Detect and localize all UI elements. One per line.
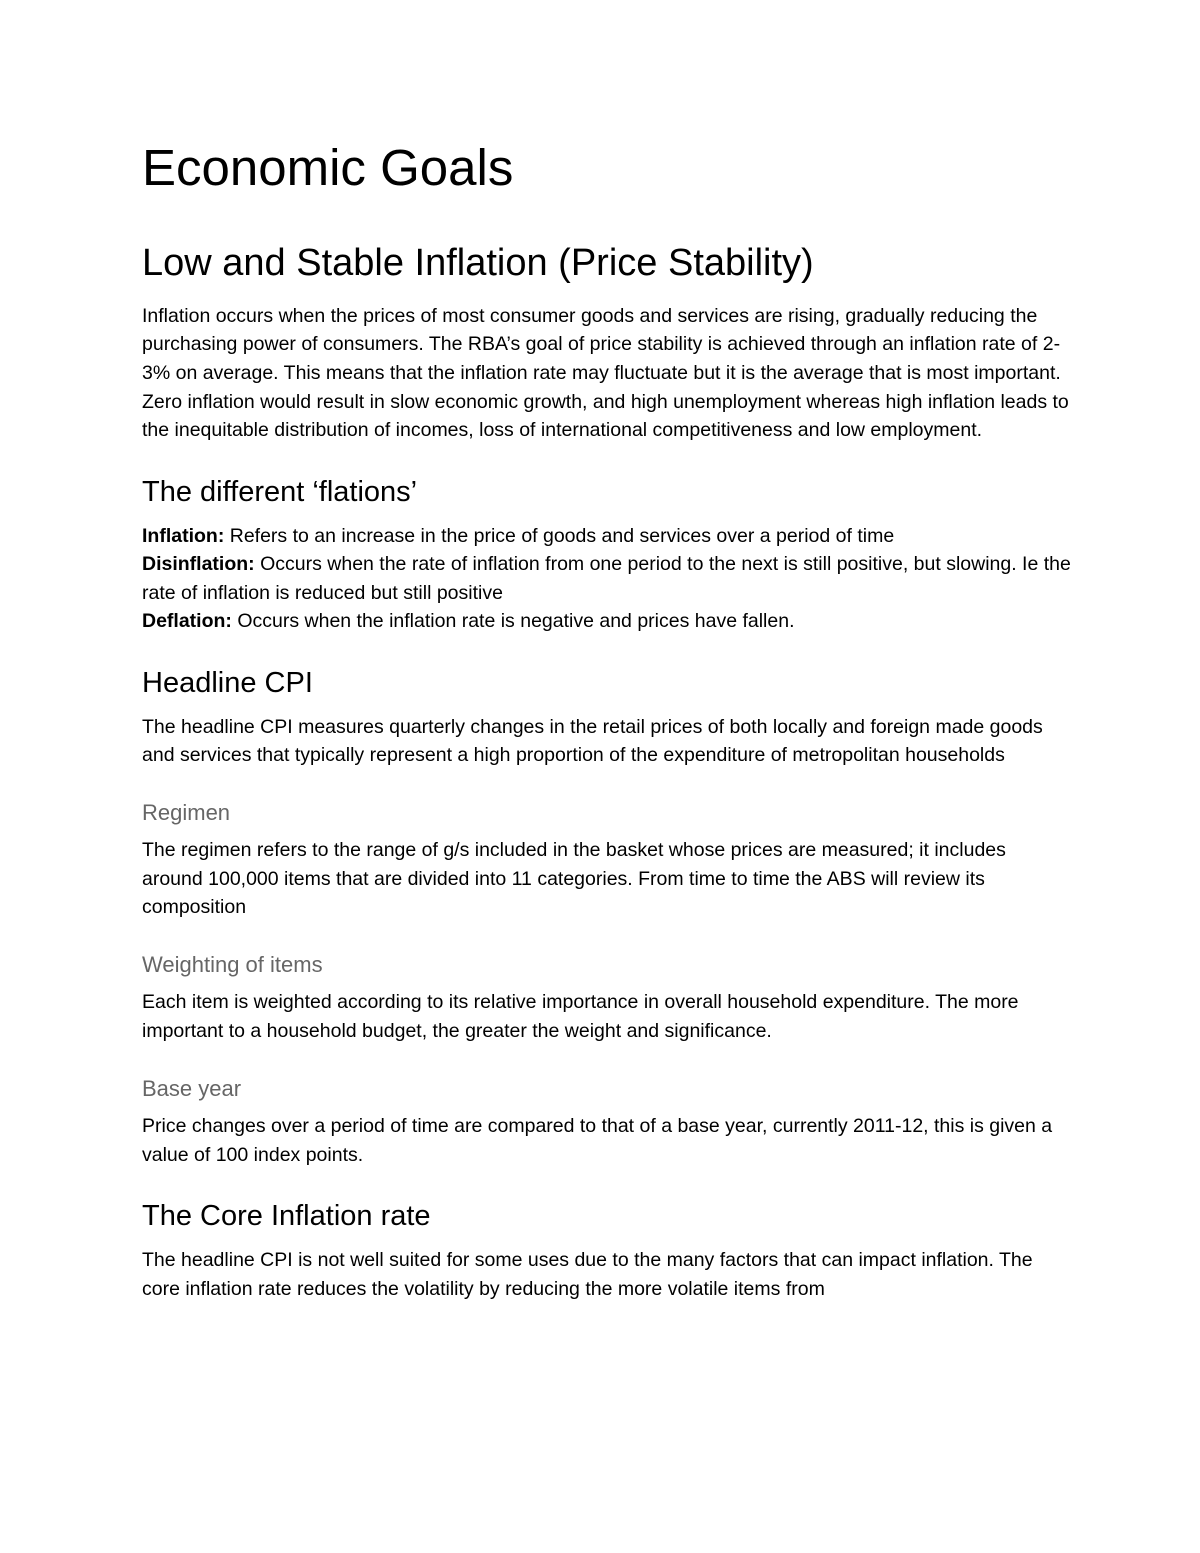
subsection-body-weighting: Each item is weighted according to its relative importance in overall household expenditure. The more important to a household budget, the greater the weight and significance. (142, 991, 1019, 1043)
section-body-price-stability: Inflation occurs when the prices of most consumer goods and services are rising, gradually reducing the purchasing power of consumers. The RBA’s goal of price stability is achieved through an inflation rate of 2-3% on average. This means that the inflation rate may fluctuate but it is the average that is most important. Zero inflation would result in slow economic growth, and high unemployment whereas high inflation leads to the inequitable distribution of incomes, loss of international competitiveness and low employment. (142, 304, 1069, 442)
section-heading-price-stability: Low and Stable Inflation (Price Stability) (142, 242, 814, 285)
definition-term: Disinflation: (142, 553, 255, 576)
document-title: Economic Goals (142, 139, 514, 196)
section-body-core-inflation: The headline CPI is not well suited for some uses due to the many factors that can impact inflation. The core inflation rate reduces the volatility by reducing the more volatile items from (142, 1249, 1033, 1300)
subsection-body-base-year: Price changes over a period of time are compared to that of a base year, currently 2011-12, this is given a value of 100 index points. (142, 1115, 1053, 1166)
section-body-headline-cpi: The headline CPI measures quarterly changes in the retail prices of both locally and foreign made goods and services that typically represent a high proportion of the expenditure of metropolitan households (142, 715, 1043, 767)
subsection-heading-regimen: Regimen (142, 799, 231, 825)
definition-text: Refers to an increase in the price of goods and services over a period of time (224, 524, 895, 547)
definition-text: Occurs when the rate of inflation from one period to the next is still positive, but slowing. Ie the rate of inflation is reduced but still positive (142, 553, 1071, 604)
section-heading-headline-cpi: Headline CPI (142, 666, 313, 699)
section-heading-flations: The different ‘flations’ (142, 475, 418, 508)
definition-term: Inflation: (142, 524, 225, 547)
section-heading-core-inflation: The Core Inflation rate (142, 1200, 431, 1233)
subsection-heading-weighting: Weighting of items (142, 952, 323, 978)
subsection-body-regimen: The regimen refers to the range of g/s included in the basket whose prices are measured; it includes around 100,000 items that are divided into 11 categories. From time to time the ABS will review its composition (142, 839, 1006, 919)
document-content (142, 140, 1072, 1333)
definition-text: Occurs when the inflation rate is negative and prices have fallen. (231, 610, 795, 633)
definition-item-deflation (142, 607, 1072, 636)
definition-item-disinflation (142, 550, 1072, 607)
definition-term: Deflation: (142, 610, 232, 633)
definition-list (142, 522, 1072, 636)
subsection-heading-base-year: Base year (142, 1075, 242, 1101)
definition-item-inflation (142, 522, 1072, 551)
